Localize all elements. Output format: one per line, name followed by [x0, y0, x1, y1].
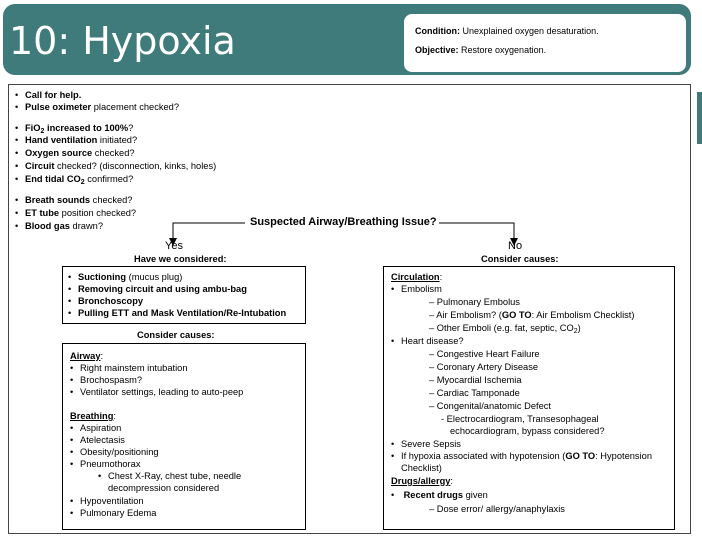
checklist-item: • End tidal $CO_2$ confirmed? — [15, 174, 134, 186]
heart-item: – Congenital/anatomic Defect — [429, 401, 551, 411]
bullet-icon: • — [15, 174, 19, 184]
checklist-item: • Blood gas drawn? — [15, 221, 104, 231]
bullet-icon: • — [70, 423, 74, 433]
considered-item: • Pulling ETT and Mask Ventilation/Re-Intubation — [68, 308, 287, 318]
embolism-item: – Other Emboli (e.g. fat, septic, $CO_2$) — [429, 323, 581, 335]
considered-item: • Removing circuit and using ambu-bag — [68, 284, 247, 294]
heart-item: – Cardiac Tamponade — [429, 388, 520, 398]
considered-box — [62, 266, 306, 324]
bullet-icon: • — [391, 439, 395, 449]
heart-item: – Coronary Artery Disease — [429, 362, 539, 372]
considered-item: • Bronchoscopy — [68, 296, 144, 306]
airway-item: • Ventilator settings, leading to auto-peep — [70, 387, 244, 397]
bullet-icon: • — [68, 296, 72, 306]
airway-item: • Brochospasm? — [70, 375, 143, 385]
heart-item: – Myocardial Ischemia — [429, 375, 522, 385]
airway-item: • Right mainstem intubation — [70, 363, 188, 373]
airway-title: Airway: — [70, 351, 104, 361]
bullet-icon: • — [70, 459, 74, 469]
checklist-item: • Oxygen source checked? — [15, 148, 135, 158]
decision-arrows — [9, 85, 692, 265]
checklist-item: • ET tube position checked? — [15, 208, 137, 218]
checklist-item: • FiO$_2$ increased to 100%? — [15, 123, 134, 135]
breathing-item: • Hypoventilation — [70, 496, 144, 506]
bullet-icon: • — [70, 363, 74, 373]
embolism-item: – Pulmonary Embolus — [429, 297, 520, 307]
checklist-panel — [8, 84, 691, 534]
bullet-icon: • — [15, 195, 19, 205]
bullet-icon: • — [98, 471, 102, 481]
circulation-item: • Embolism — [391, 284, 442, 294]
no-arrow — [439, 223, 514, 242]
circulation-item: • Severe Sepsis — [391, 439, 461, 449]
bullet-icon: • — [15, 102, 19, 112]
pneumothorax-sub: • Chest X-Ray, chest tube, needle — [98, 471, 242, 481]
embolism-item: – Air Embolism? (GO TO: Air Embolism Checklist) — [429, 310, 635, 320]
bullet-icon: • — [391, 284, 395, 294]
bullet-icon: • — [70, 496, 74, 506]
breathing-item: • Atelectasis — [70, 435, 125, 445]
bullet-icon: • — [68, 284, 72, 294]
bullet-icon: • — [70, 447, 74, 457]
breathing-title: Breathing: — [70, 411, 116, 421]
breathing-item: • Aspiration — [70, 423, 122, 433]
yes-arrow — [173, 223, 245, 242]
bullet-icon: • — [70, 375, 74, 385]
bullet-icon: • — [70, 387, 74, 397]
header-banner — [3, 4, 691, 75]
bullet-icon: • — [391, 490, 395, 500]
circulation-item: • If hypoxia associated with hypotension (GO TO: Hypotension — [391, 451, 652, 461]
heart-sub-cont: echocardiogram, bypass considered? — [450, 426, 605, 436]
bullet-icon: • — [15, 148, 19, 158]
no-label: No — [508, 240, 523, 252]
considered-item: • Suctioning (mucus plug) — [68, 272, 183, 282]
condition-line — [415, 26, 599, 36]
bullet-icon: • — [15, 208, 19, 218]
no-causes-box — [383, 266, 675, 530]
yes-causes-box — [62, 343, 306, 530]
checklist-item: • Pulse oximeter placement checked? — [15, 102, 179, 112]
checklist-item: • Circuit checked? (disconnection, kinks, holes) — [15, 161, 217, 171]
drugs-item: • Recent drugs given — [391, 490, 488, 500]
bullet-icon: • — [391, 451, 395, 461]
bullet-icon: • — [70, 435, 74, 445]
pneumothorax-sub-cont: decompression considered — [108, 483, 220, 493]
breathing-item: • Pneumothorax — [70, 459, 141, 469]
yes-causes-header: Consider causes: — [137, 330, 215, 340]
heart-sub: - Electrocardiogram, Transesophageal — [441, 414, 599, 424]
breathing-item: • Obesity/positioning — [70, 447, 159, 457]
checklist-item: • Call for help. — [15, 90, 82, 100]
hypotension-cont: Checklist) — [401, 463, 442, 473]
bullet-icon: • — [15, 135, 19, 145]
drugs-sub: – Dose error/ allergy/anaphylaxis — [429, 504, 565, 514]
bullet-icon: • — [15, 221, 19, 231]
bullet-icon: • — [15, 90, 19, 100]
side-tab-strip — [697, 92, 702, 144]
objective-label: Objective: — [415, 45, 459, 55]
drugs-title: Drugs/allergy: — [391, 476, 454, 486]
circulation-title: Circulation: — [391, 272, 443, 282]
bullet-icon: • — [68, 308, 72, 318]
heart-item: – Congestive Heart Failure — [429, 349, 540, 359]
condition-text: Unexplained oxygen desaturation. — [462, 26, 599, 36]
page-title: 10: Hypoxia — [9, 19, 236, 63]
bullet-icon: • — [391, 336, 395, 346]
decision-question: Suspected Airway/Breathing Issue? — [250, 216, 437, 228]
objective-line — [415, 45, 546, 55]
circulation-item: • Heart disease? — [391, 336, 464, 346]
objective-text: Restore oxygenation. — [461, 45, 547, 55]
no-causes-header: Consider causes: — [481, 254, 559, 264]
bullet-icon: • — [68, 272, 72, 282]
bullet-icon: • — [70, 508, 74, 518]
info-box — [404, 14, 686, 72]
bullet-icon: • — [15, 123, 19, 133]
checklist-item: • Hand ventilation initiated? — [15, 135, 138, 145]
condition-label: Condition: — [415, 26, 460, 36]
breathing-item: • Pulmonary Edema — [70, 508, 157, 518]
checklist-item: • Breath sounds checked? — [15, 195, 133, 205]
have-we-considered-header: Have we considered: — [134, 254, 227, 264]
yes-label: Yes — [165, 240, 183, 252]
bullet-icon: • — [15, 161, 19, 171]
